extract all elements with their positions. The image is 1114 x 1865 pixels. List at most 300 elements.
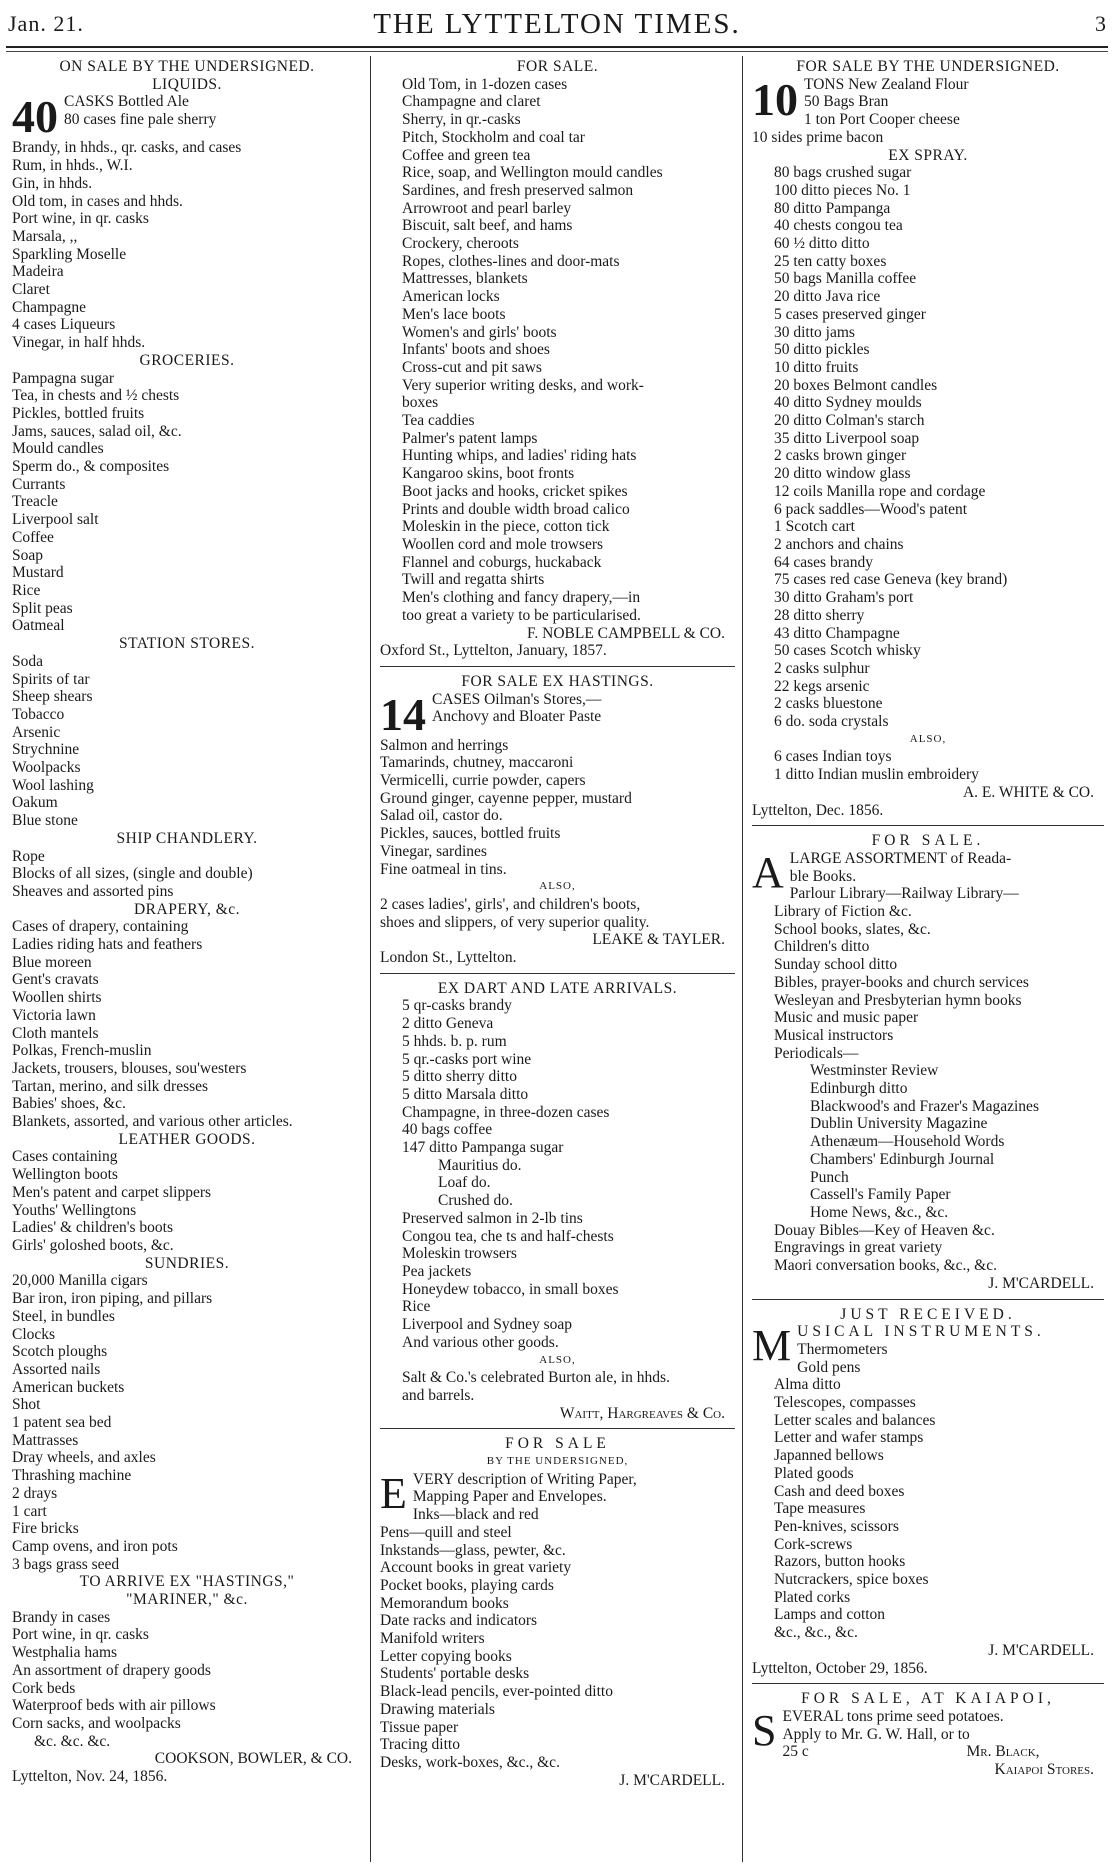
masthead-date: Jan. 21. bbox=[8, 11, 84, 36]
list-item: Liverpool and Sydney soap bbox=[402, 1316, 573, 1334]
dateline: Oxford St., Lyttelton, January, 1857. bbox=[380, 642, 607, 660]
list-item: Bar iron, iron piping, and pillars bbox=[12, 1290, 213, 1308]
list-item: Coffee and green tea bbox=[402, 146, 531, 164]
list-item: Children's ditto bbox=[774, 938, 870, 956]
section-title-station: STATION STORES. bbox=[118, 635, 256, 653]
page-number: 3 bbox=[1095, 11, 1106, 36]
list-item: Waterproof beds with air pillows bbox=[12, 1697, 216, 1715]
drop-cap: S bbox=[752, 1705, 777, 1755]
list-item: Engravings in great variety bbox=[774, 1239, 943, 1257]
list-item: Sardines, and fresh preserved salmon bbox=[402, 181, 634, 199]
list-item: Mattrasses bbox=[12, 1431, 79, 1449]
list-item: Cases of drapery, containing bbox=[12, 918, 189, 936]
list-item: 10 ditto fruits bbox=[774, 358, 859, 376]
list-item: 5 qr-casks brandy bbox=[402, 997, 512, 1015]
list-item: shoes and slippers, of very superior quality. bbox=[380, 913, 650, 931]
list-item: Champagne and claret bbox=[402, 93, 541, 111]
list-item: 40 bags coffee bbox=[402, 1121, 493, 1139]
lead-line: ble Books. bbox=[789, 867, 857, 885]
list-item: Cork-screws bbox=[774, 1535, 853, 1553]
list-item: 60 ½ ditto ditto bbox=[774, 235, 870, 253]
lead-line: 10 sides prime bacon bbox=[752, 128, 884, 146]
list-item: 35 ditto Liverpool soap bbox=[774, 429, 920, 447]
list-item: Soda bbox=[12, 652, 43, 670]
list-item: Mauritius do. bbox=[438, 1156, 522, 1174]
list-item: Nutcrackers, spice boxes bbox=[774, 1571, 929, 1589]
forsale-list bbox=[380, 76, 735, 625]
lead-line: USICAL INSTRUMENTS. bbox=[797, 1323, 1045, 1341]
arrive-list bbox=[12, 1609, 362, 1733]
list-item: Arrowroot and pearl barley bbox=[402, 199, 572, 217]
list-item: Brandy in cases bbox=[12, 1608, 111, 1626]
ad-separator bbox=[380, 973, 735, 974]
list-item: 20 boxes Belmont candles bbox=[774, 376, 938, 394]
list-item: Crushed do. bbox=[438, 1192, 513, 1210]
station-list bbox=[12, 653, 362, 830]
list-item: Salt & Co.'s celebrated Burton ale, in hhds. bbox=[402, 1369, 670, 1387]
list-item: Port wine, in qr. casks bbox=[12, 1626, 149, 1644]
list-item: Letter and wafer stamps bbox=[774, 1429, 924, 1447]
list-item: Tobacco bbox=[12, 705, 65, 723]
list-item: Twill and regatta shirts bbox=[402, 571, 545, 589]
list-item: Split peas bbox=[12, 599, 73, 617]
list-item: 6 do. soda crystals bbox=[774, 713, 889, 731]
hastings-lead bbox=[380, 688, 735, 740]
list-item: Letter copying books bbox=[380, 1647, 512, 1665]
list-item: Vermicelli, currie powder, capers bbox=[380, 772, 586, 790]
list-item: 147 ditto Pampanga sugar bbox=[402, 1139, 564, 1157]
list-item: 64 cases brandy bbox=[774, 553, 873, 571]
drop-cap: E bbox=[380, 1468, 407, 1518]
list-item: Date racks and indicators bbox=[380, 1612, 538, 1630]
list-item: 2 cases ladies', girls', and children's boots, bbox=[380, 895, 641, 913]
list-item: 12 coils Manilla rope and cordage bbox=[774, 482, 986, 500]
section-title-arrive: TO ARRIVE EX "HASTINGS," bbox=[79, 1573, 295, 1591]
list-item: Infants' boots and shoes bbox=[402, 341, 550, 359]
signature: J. M'CARDELL. bbox=[988, 1274, 1094, 1292]
list-item: Wool lashing bbox=[12, 776, 94, 794]
list-item: 2 casks sulphur bbox=[774, 659, 870, 677]
ad-separator bbox=[380, 1428, 735, 1429]
list-item: Palmer's patent lamps bbox=[402, 429, 538, 447]
kaiapoi-row bbox=[752, 1743, 1104, 1761]
signature: J. M'CARDELL. bbox=[619, 1771, 725, 1789]
list-item: School books, slates, &c. bbox=[774, 920, 931, 938]
music-list bbox=[752, 1359, 1104, 1642]
also-label: ALSO, bbox=[909, 732, 947, 745]
books-list-2 bbox=[752, 1222, 1104, 1275]
column-3 bbox=[752, 58, 1104, 1863]
books-list bbox=[752, 921, 1104, 1063]
drapery-list bbox=[12, 918, 362, 1130]
hastings-also-list bbox=[380, 896, 735, 931]
list-item: 5 ditto Marsala ditto bbox=[402, 1085, 529, 1103]
list-item: Blue stone bbox=[12, 812, 78, 830]
list-item: 5 ditto sherry ditto bbox=[402, 1068, 517, 1086]
list-item: Tamarinds, chutney, maccaroni bbox=[380, 754, 574, 772]
list-item: Coffee bbox=[12, 528, 54, 546]
list-item: Blackwood's and Frazer's Magazines bbox=[810, 1097, 1039, 1115]
list-item: And various other goods. bbox=[402, 1333, 559, 1351]
paper-list bbox=[380, 1506, 735, 1772]
list-item: 1 Scotch cart bbox=[774, 518, 855, 536]
books-lead bbox=[752, 847, 1104, 921]
list-item: Pitch, Stockholm and coal tar bbox=[402, 128, 585, 146]
list-item: 5 cases preserved ginger bbox=[774, 305, 926, 323]
list-item: Gold pens bbox=[797, 1358, 861, 1376]
lead-line: 80 cases fine pale sherry bbox=[64, 111, 217, 129]
list-item: Honeydew tobacco, in small boxes bbox=[402, 1280, 619, 1298]
etc-line: &c. &c. &c. bbox=[34, 1732, 111, 1750]
list-item: Japanned bellows bbox=[774, 1447, 884, 1465]
list-item: Flannel and coburgs, huckaback bbox=[402, 553, 602, 571]
section-title-ship: SHIP CHANDLERY. bbox=[116, 829, 258, 847]
list-item: 2 casks brown ginger bbox=[774, 447, 907, 465]
list-item: Gent's cravats bbox=[12, 971, 99, 989]
list-item: 3 bags grass seed bbox=[12, 1555, 120, 1573]
list-item: 40 chests congou tea bbox=[774, 217, 903, 235]
ad-heading: FOR SALE, AT KAIAPOI, bbox=[801, 1690, 1055, 1708]
ad-heading: FOR SALE BY THE UNDERSIGNED. bbox=[796, 58, 1060, 75]
ad-separator bbox=[380, 666, 735, 667]
list-item: Marsala, ,, bbox=[12, 227, 78, 245]
list-item: 40 ditto Sydney moulds bbox=[774, 394, 922, 412]
list-item: American locks bbox=[402, 288, 500, 306]
section-title-groceries: GROCERIES. bbox=[139, 351, 235, 369]
list-item: Jams, sauces, salad oil, &c. bbox=[12, 422, 182, 440]
list-item: Ground ginger, cayenne pepper, mustard bbox=[380, 789, 632, 807]
ad-heading: FOR SALE bbox=[505, 1435, 610, 1453]
signature: Waitt, Hargreaves & Co. bbox=[559, 1404, 725, 1422]
list-item: Rice bbox=[402, 1298, 431, 1316]
list-item: Assorted nails bbox=[12, 1360, 101, 1378]
ad-separator bbox=[752, 1299, 1104, 1300]
list-item: 2 drays bbox=[12, 1484, 58, 1502]
list-item: Hunting whips, and ladies' riding hats bbox=[402, 447, 637, 465]
list-item: 50 ditto pickles bbox=[774, 341, 870, 359]
list-item: 80 ditto Pampanga bbox=[774, 199, 891, 217]
list-item: Clocks bbox=[12, 1325, 56, 1343]
list-item: Lamps and cotton bbox=[774, 1606, 886, 1624]
list-item: Tea caddies bbox=[402, 412, 475, 430]
list-item: 20 ditto Java rice bbox=[774, 288, 881, 306]
list-item: 30 ditto Graham's port bbox=[774, 589, 914, 607]
leather-list bbox=[12, 1148, 362, 1254]
signature: J. M'CARDELL. bbox=[988, 1641, 1094, 1659]
list-item: Preserved salmon in 2-lb tins bbox=[402, 1209, 583, 1227]
masthead-title: THE LYTTELTON TIMES. bbox=[373, 7, 741, 40]
lead-line: LARGE ASSORTMENT of Reada- bbox=[789, 849, 1012, 867]
big-number: 10 bbox=[752, 73, 798, 125]
list-item: Women's and girls' boots bbox=[402, 323, 557, 341]
liquids-list bbox=[12, 139, 362, 351]
list-item: Men's patent and carpet slippers bbox=[12, 1183, 212, 1201]
section-title-sundries: SUNDRIES. bbox=[144, 1254, 230, 1272]
list-item: Periodicals— bbox=[774, 1044, 859, 1062]
list-item: 1 patent sea bed bbox=[12, 1414, 112, 1432]
list-item: Vinegar, in half hhds. bbox=[12, 334, 146, 352]
lead-line: Thermometers bbox=[797, 1340, 888, 1358]
list-item: and barrels. bbox=[402, 1386, 475, 1404]
list-item: Tea, in chests and ½ chests bbox=[12, 387, 180, 405]
list-item: Cork beds bbox=[12, 1679, 76, 1697]
list-item: Plated corks bbox=[774, 1588, 851, 1606]
list-item: boxes bbox=[402, 394, 439, 412]
list-item: Cassell's Family Paper bbox=[810, 1186, 951, 1204]
list-item: Babies' shoes, &c. bbox=[12, 1095, 126, 1113]
section-title-drapery: DRAPERY, &c. bbox=[133, 900, 241, 918]
column-divider-1 bbox=[370, 56, 371, 1862]
list-item: Rice, soap, and Wellington mould candles bbox=[402, 164, 663, 182]
list-item: Kangaroo skins, boot fronts bbox=[402, 465, 575, 483]
list-item: Very superior writing desks, and work- bbox=[402, 376, 644, 394]
list-item: Old tom, in cases and hhds. bbox=[12, 192, 183, 210]
list-item: 43 ditto Champagne bbox=[774, 624, 900, 642]
also-label: ALSO, bbox=[539, 880, 576, 893]
list-item: Prints and double width broad calico bbox=[402, 500, 630, 518]
list-item: 20 ditto window glass bbox=[774, 465, 911, 483]
liquids-lead bbox=[12, 91, 362, 143]
list-item: Maori conversation books, &c., &c. bbox=[774, 1257, 997, 1275]
lead-line: Anchovy and Bloater Paste bbox=[432, 708, 602, 726]
list-item: 6 pack saddles—Wood's patent bbox=[774, 500, 968, 518]
list-item: 2 ditto Geneva bbox=[402, 1015, 494, 1033]
list-item: Dublin University Magazine bbox=[810, 1115, 988, 1133]
list-item: Shot bbox=[12, 1396, 41, 1414]
list-item: An assortment of drapery goods bbox=[12, 1661, 211, 1679]
list-item: 30 ditto jams bbox=[774, 323, 855, 341]
list-item: Drawing materials bbox=[380, 1700, 495, 1718]
list-item: Home News, &c., &c. bbox=[810, 1204, 949, 1221]
list-item: Wesleyan and Presbyterian hymn books bbox=[774, 991, 1022, 1009]
dart-do-list bbox=[380, 1157, 735, 1210]
list-item: Port wine, in qr. casks bbox=[12, 210, 149, 228]
list-item: Pickles, sauces, bottled fruits bbox=[380, 825, 561, 843]
list-item: Pampagna sugar bbox=[12, 369, 115, 387]
dart-list-2 bbox=[380, 1210, 735, 1352]
list-item: 50 cases Scotch whisky bbox=[774, 642, 921, 660]
list-item: Desks, work-boxes, &c., &c. bbox=[380, 1753, 560, 1771]
list-item: Spirits of tar bbox=[12, 670, 90, 688]
list-item: Wellington boots bbox=[12, 1166, 118, 1184]
list-item: Fire bricks bbox=[12, 1520, 79, 1538]
list-item: Pens—quill and steel bbox=[380, 1523, 512, 1541]
list-item: 50 bags Manilla coffee bbox=[774, 270, 917, 288]
list-item: Pea jackets bbox=[402, 1263, 472, 1280]
list-item: 2 anchors and chains bbox=[774, 535, 904, 553]
list-item: Moleskin trowsers bbox=[402, 1245, 517, 1263]
lead-line: 50 Bags Bran bbox=[804, 93, 889, 111]
kaiapoi-name: Kaiapoi Stores. bbox=[994, 1761, 1094, 1779]
dart-list bbox=[380, 997, 735, 1156]
ship-list bbox=[12, 848, 362, 901]
list-item: Letter scales and balances bbox=[774, 1411, 936, 1429]
list-item: Loaf do. bbox=[438, 1174, 491, 1192]
list-item: Champagne, in three-dozen cases bbox=[402, 1103, 610, 1121]
list-item: Music and music paper bbox=[774, 1009, 919, 1027]
list-item: Westminster Review bbox=[810, 1062, 939, 1080]
section-title-leather: LEATHER GOODS. bbox=[118, 1130, 256, 1148]
list-item: Rum, in hhds., W.I. bbox=[12, 157, 133, 175]
signature: LEAKE & TAYLER. bbox=[592, 931, 725, 949]
list-item: Ropes, clothes-lines and door-mats bbox=[402, 252, 620, 270]
lead-line: EVERAL tons prime seed potatoes. bbox=[782, 1707, 1004, 1725]
list-item: Mattresses, blankets bbox=[402, 270, 528, 288]
lead-line: TONS New Zealand Flour bbox=[804, 75, 969, 93]
list-item: Madeira bbox=[12, 263, 64, 281]
list-item: Mustard bbox=[12, 564, 64, 582]
lead-line: CASES Oilman's Stores,— bbox=[432, 690, 602, 708]
list-item: Students' portable desks bbox=[380, 1665, 530, 1683]
list-item: Sheaves and assorted pins bbox=[12, 882, 174, 900]
section-subtitle-arrive: "MARINER," &c. bbox=[126, 1591, 248, 1609]
list-item: Woollen shirts bbox=[12, 989, 102, 1007]
list-item: Tartan, merino, and silk dresses bbox=[12, 1077, 209, 1095]
list-item: Douay Bibles—Key of Heaven &c. bbox=[774, 1221, 995, 1239]
list-item: Corn sacks, and woolpacks bbox=[12, 1714, 181, 1732]
list-item: Soap bbox=[12, 546, 43, 564]
lead-line: Parlour Library—Railway Library— bbox=[789, 885, 1019, 903]
kaiapoi-ref: 25 c bbox=[782, 1743, 809, 1761]
list-item: Rice bbox=[12, 581, 41, 599]
list-item: Congou tea, che ts and half-chests bbox=[402, 1227, 614, 1245]
list-item: Tape measures bbox=[774, 1500, 866, 1518]
list-item: Black-lead pencils, ever-pointed ditto bbox=[380, 1683, 613, 1701]
column-divider-2 bbox=[742, 56, 743, 1862]
list-item: Blankets, assorted, and various other articles. bbox=[12, 1113, 293, 1131]
big-number: 14 bbox=[380, 688, 426, 740]
list-item: Memorandum books bbox=[380, 1594, 509, 1612]
list-item: Inkstands—glass, pewter, &c. bbox=[380, 1541, 566, 1559]
list-item: Fine oatmeal in tins. bbox=[380, 860, 507, 878]
list-item: Cross-cut and pit saws bbox=[402, 358, 542, 376]
signature: A. E. WHITE & CO. bbox=[962, 783, 1094, 801]
list-item: Claret bbox=[12, 281, 50, 299]
list-item: Currants bbox=[12, 475, 66, 493]
column-1 bbox=[12, 58, 362, 1863]
list-item: Old Tom, in 1-dozen cases bbox=[402, 75, 568, 93]
list-item: Inks—black and red bbox=[412, 1506, 539, 1524]
list-item: Sheep shears bbox=[12, 688, 93, 706]
dart-also-list bbox=[380, 1369, 735, 1404]
list-item: Cash and deed boxes bbox=[774, 1482, 905, 1500]
dateline: London St., Lyttelton. bbox=[380, 949, 517, 967]
groceries-list bbox=[12, 370, 362, 636]
list-item: Oakum bbox=[12, 794, 58, 812]
spray-also-list bbox=[752, 748, 1104, 783]
sundries-list bbox=[12, 1272, 362, 1573]
list-item: 1 ditto Indian muslin embroidery bbox=[774, 766, 979, 784]
list-item: Plated goods bbox=[774, 1464, 854, 1482]
list-item: Arsenic bbox=[12, 723, 61, 741]
list-item: 5 qr.-casks port wine bbox=[402, 1050, 532, 1068]
list-item: Mould candles bbox=[12, 440, 104, 458]
ad-separator bbox=[752, 825, 1104, 826]
list-item: Cases containing bbox=[12, 1148, 118, 1166]
list-item: 28 ditto sherry bbox=[774, 606, 865, 624]
list-item: Liverpool salt bbox=[12, 511, 99, 529]
list-item: American buckets bbox=[12, 1378, 125, 1396]
lead-line: Apply to Mr. G. W. Hall, or to bbox=[782, 1725, 970, 1743]
dateline: Lyttelton, Nov. 24, 1856. bbox=[12, 1768, 168, 1786]
list-item: Account books in great variety bbox=[380, 1559, 572, 1577]
list-item: Razors, button hooks bbox=[774, 1553, 906, 1571]
list-item: 5 hhds. b. p. rum bbox=[402, 1032, 507, 1050]
list-item: Sunday school ditto bbox=[774, 956, 898, 974]
list-item: Vinegar, sardines bbox=[380, 842, 487, 860]
list-item: Tracing ditto bbox=[380, 1736, 460, 1754]
list-item: Pen-knives, scissors bbox=[774, 1517, 899, 1535]
column-2 bbox=[380, 58, 735, 1863]
list-item: 20,000 Manilla cigars bbox=[12, 1272, 148, 1290]
list-item: Pickles, bottled fruits bbox=[12, 404, 145, 422]
list-item: Crockery, cheroots bbox=[402, 235, 519, 253]
ad-separator bbox=[752, 1683, 1104, 1684]
list-item: Treacle bbox=[12, 493, 58, 511]
list-item: Strychnine bbox=[12, 741, 80, 759]
hastings-list bbox=[380, 737, 735, 879]
list-item: Edinburgh ditto bbox=[810, 1080, 908, 1098]
list-item: Girls' goloshed boots, &c. bbox=[12, 1237, 174, 1254]
list-item: Telescopes, compasses bbox=[774, 1394, 916, 1412]
list-item: Alma ditto bbox=[774, 1376, 841, 1394]
dateline: Lyttelton, Dec. 1856. bbox=[752, 801, 884, 819]
ad-heading: FOR SALE. bbox=[516, 58, 599, 75]
list-item: Champagne bbox=[12, 298, 87, 316]
dateline: Lyttelton, October 29, 1856. bbox=[752, 1659, 928, 1677]
list-item: Westphalia hams bbox=[12, 1644, 118, 1662]
list-item: 1 cart bbox=[12, 1502, 47, 1520]
list-item: Youths' Wellingtons bbox=[12, 1201, 137, 1219]
list-item: Gin, in hhds. bbox=[12, 174, 93, 192]
list-item: Scotch ploughs bbox=[12, 1343, 108, 1361]
list-item: Tissue paper bbox=[380, 1718, 459, 1736]
list-item: 22 kegs arsenic bbox=[774, 677, 870, 695]
lead-line: Library of Fiction &c. bbox=[774, 903, 912, 921]
list-item: 20 ditto Colman's starch bbox=[774, 412, 925, 430]
list-item: Musical instructors bbox=[774, 1026, 894, 1044]
list-item: Manifold writers bbox=[380, 1630, 485, 1648]
list-item: Victoria lawn bbox=[12, 1006, 96, 1024]
list-item: Rope bbox=[12, 847, 45, 865]
ad-subheading: BY THE UNDERSIGNED, bbox=[486, 1455, 629, 1468]
section-title-spray: EX SPRAY. bbox=[888, 146, 968, 164]
spray-list bbox=[752, 164, 1104, 731]
list-item: Camp ovens, and iron pots bbox=[12, 1537, 178, 1555]
signature: F. NOBLE CAMPBELL & CO. bbox=[527, 624, 725, 642]
list-item: too great a variety to be particularised. bbox=[402, 606, 641, 624]
ad-heading: FOR SALE EX HASTINGS. bbox=[461, 672, 654, 690]
top-rule-thin bbox=[6, 51, 1108, 52]
list-item: 4 cases Liqueurs bbox=[12, 316, 116, 334]
list-item: Salmon and herrings bbox=[380, 736, 509, 754]
list-item: Blue moreen bbox=[12, 953, 92, 971]
list-item: Sparkling Moselle bbox=[12, 245, 127, 263]
top-rule bbox=[6, 46, 1108, 48]
list-item: Sherry, in qr.-casks bbox=[402, 111, 521, 129]
list-item: 75 cases red case Geneva (key brand) bbox=[774, 571, 1008, 589]
flour-lead bbox=[752, 73, 1104, 147]
list-item: Men's lace boots bbox=[402, 305, 506, 323]
lead-line: VERY description of Writing Paper, bbox=[412, 1470, 637, 1488]
ad-heading: FOR SALE. bbox=[871, 832, 985, 850]
lead-line: Mapping Paper and Envelopes. bbox=[412, 1488, 607, 1506]
drop-cap: A bbox=[752, 847, 784, 897]
list-item: Biscuit, salt beef, and hams bbox=[402, 217, 573, 235]
list-item: Salad oil, castor do. bbox=[380, 807, 503, 825]
list-item: Steel, in bundles bbox=[12, 1307, 115, 1325]
list-item: 100 ditto pieces No. 1 bbox=[774, 181, 911, 199]
